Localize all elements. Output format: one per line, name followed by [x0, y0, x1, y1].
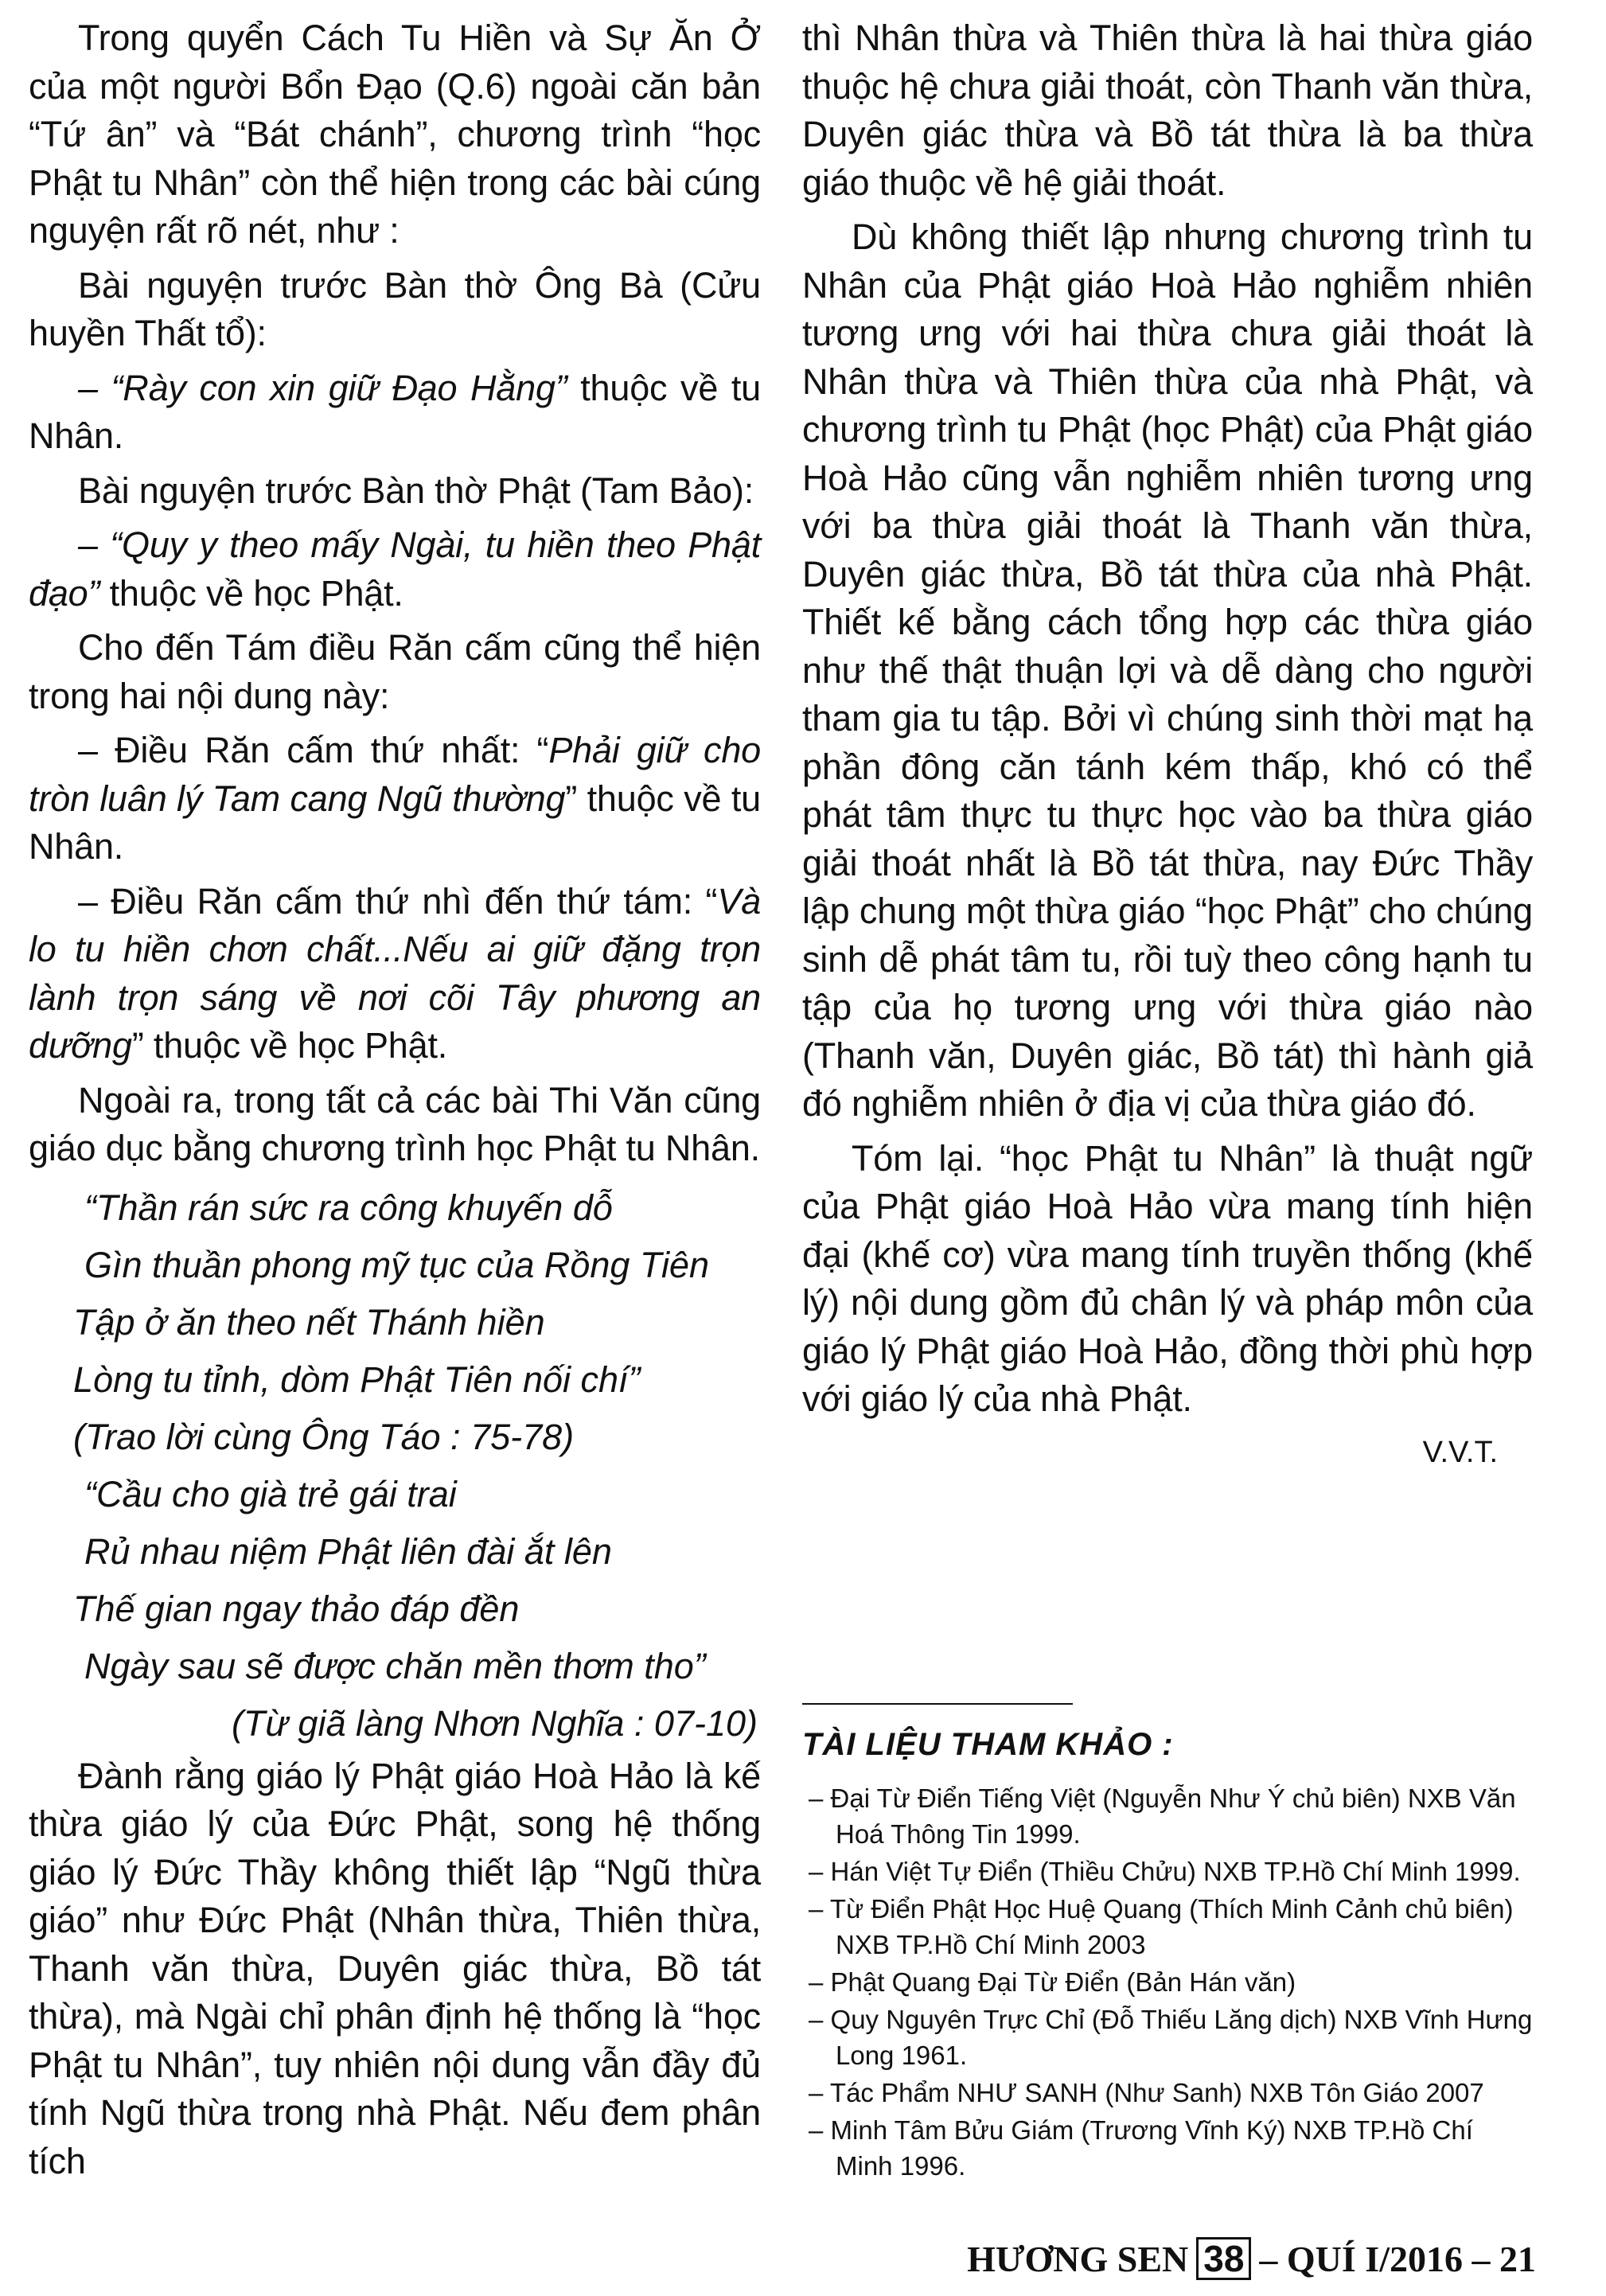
verse-block [29, 1179, 761, 1752]
quote-note: thuộc về tu Nhân. [29, 367, 761, 456]
author-signature: V.V.T. [1422, 1435, 1498, 1469]
quote-note: ” thuộc về học Phật. [131, 1025, 448, 1066]
reference-item: – Từ Điển Phật Học Huệ Quang (Thích Minh Cảnh chủ biên) NXB TP.Hồ Chí Minh 2003 [809, 1894, 1514, 1959]
references-section [802, 1703, 1533, 2185]
reference-item: – Đại Từ Điển Tiếng Việt (Nguyễn Như Ý chủ biên) NXB Văn Hoá Thông Tin 1999. [809, 1783, 1516, 1849]
paragraph-five-vehicles: Đành rằng giáo lý Phật giáo Hoà Hảo là kế thừa giáo lý của Đức Phật, song hệ thống giáo lý Đức Thầy không thiết lập “Ngũ thừa giáo” như Đức Phật (Nhân thừa, Thiên thừa, Thanh văn thừa, Duyên giác thừa, Bồ tát thừa), mà Ngài chỉ phân định hệ thống là “học Phật tu Nhân”, tuy nhiên nội dung vẫn đầy đủ tính Ngũ thừa trong nhà Phật. Nếu đem phân tích [29, 1755, 761, 2181]
verse-line: Thế gian ngay thảo đáp đền [73, 1588, 520, 1629]
precept-label: – Điều Răn cấm thứ nhất: “ [78, 730, 549, 770]
magazine-name: HƯƠNG SEN [967, 2238, 1189, 2279]
verse-line: “Thần rán sức ra công khuyến dỗ [84, 1187, 613, 1228]
verse-line: Tập ở ăn theo nết Thánh hiền [73, 1301, 545, 1343]
quote-text: Phải giữ cho tròn luân lý Tam cang Ngũ thường [29, 730, 761, 819]
issue-label: – QUÍ I/2016 – 21 [1259, 2238, 1536, 2279]
quote-text: Và lo tu hiền chơn chất...Nếu ai giữ đặng trọn lành trọn sáng về nơi cõi Tây phương an dưỡng [29, 880, 761, 1066]
quote-note: thuộc về học Phật. [99, 572, 403, 614]
reference-item: – Minh Tâm Bửu Giám (Trương Vĩnh Ký) NXB TP.Hồ Chí Minh 1996. [809, 2115, 1473, 2181]
verse-line: Gìn thuần phong mỹ tục của Rồng Tiên [84, 1244, 710, 1285]
paragraph-precept-first [29, 727, 761, 871]
references-title: TÀI LIỆU THAM KHẢO : [802, 1727, 1174, 1762]
right-column [802, 14, 1533, 1475]
quote-note: ” thuộc về tu Nhân. [29, 778, 761, 867]
paragraph-ancestor-quote [29, 364, 761, 461]
page-footer [967, 2235, 1536, 2282]
reference-item: – Quy Nguyên Trực Chỉ (Đỗ Thiếu Lăng dịch) NXB Vĩnh Hưng Long 1961. [809, 2005, 1533, 2070]
precept-label: – Điều Răn cấm thứ nhì đến thứ tám: “ [78, 880, 718, 922]
paragraph-eight-precepts: Cho đến Tám điều Răn cấm cũng thể hiện trong hai nội dung này: [29, 627, 761, 716]
verse-line: Rủ nhau niệm Phật liên đài ắt lên [84, 1530, 612, 1572]
verse-citation: (Trao lời cùng Ông Táo : 75-78) [73, 1416, 575, 1457]
left-column [29, 14, 761, 2192]
verse-line: Lòng tu tỉnh, dòm Phật Tiên nối chí” [73, 1358, 641, 1400]
paragraph-ancestor-prayer: Bài nguyện trước Bàn thờ Ông Bà (Cửu huyền Thất tổ): [29, 264, 761, 353]
verse-citation: (Từ giã làng Nhơn Nghĩa : 07-10) [231, 1702, 758, 1744]
reference-item: – Phật Quang Đại Từ Điển (Bản Hán văn) [809, 1967, 1296, 1997]
paragraph-correspondence: Dù không thiết lập nhưng chương trình tu Nhân của Phật giáo Hoà Hảo nghiễm nhiên tương ưng với hai thừa chưa giải thoát là Nhân thừa và Thiên thừa của nhà Phật, và chương trình tu Phật (học Phật) của Phật giáo Hoà Hảo cũng vẫn nghiễm nhiên tương ưng với ba thừa giải thoát là Thanh văn thừa, Duyên giác thừa, Bồ tát thừa của nhà Phật. Thiết kế bằng cách tổng hợp các thừa giáo như thế thật thuận lợi và dễ dàng cho người tham gia tu tập. Bởi vì chúng sinh thời mạt hạ phần đông căn tánh kém thấp, khó có thể phát tâm thực tu thực học vào ba thừa giáo giải thoát nhất là Bồ tát thừa, nay Đức Thầy lập chung một thừa giáo “học Phật” cho chúng sinh dễ phát tâm tu, rồi tuỳ theo công hạnh tu tập của họ tương ưng với thừa giáo nào (Thanh văn, Duyên giác, Bồ tát) thì hành giả đó nghiễm nhiên ở địa vị của thừa giáo đó. [802, 216, 1533, 1124]
page-number-box: 38 [1196, 2237, 1251, 2280]
paragraph-conclusion: Tóm lại. “học Phật tu Nhân” là thuật ngữ của Phật giáo Hoà Hảo vừa mang tính hiện đại (khế cơ) vừa mang tính truyền thống (khế lý) nội dung gồm đủ chân lý và pháp môn của giáo lý Phật giáo Hoà Hảo, đồng thời phù hợp với giáo lý của nhà Phật. [802, 1137, 1533, 1419]
quote-text: – “Rày con xin giữ Đạo Hằng” [78, 367, 567, 408]
paragraph-intro: Trong quyển Cách Tu Hiền và Sự Ăn Ở của một người Bổn Đạo (Q.6) ngoài căn bản “Tứ ân” và “Bát chánh”, chương trình “học Phật tu Nhân” còn thể hiện trong các bài cúng nguyện rất rõ nét, như : [29, 18, 761, 251]
quote-text: – “Quy y theo mấy Ngài, tu hiền theo Phật đạo” [29, 524, 761, 614]
paragraph-continuation: thì Nhân thừa và Thiên thừa là hai thừa giáo thuộc hệ chưa giải thoát, còn Thanh văn thừa, Duyên giác thừa và Bồ tát thừa là ba thừa giáo thuộc về hệ giải thoát. [802, 18, 1533, 203]
paragraph-precept-others [29, 878, 761, 1070]
paragraph-poetry-intro: Ngoài ra, trong tất cả các bài Thi Văn cũng giáo dục bằng chương trình học Phật tu Nhân. [29, 1079, 761, 1168]
reference-item: – Tác Phẩm NHƯ SANH (Như Sanh) NXB Tôn Giáo 2007 [809, 2078, 1484, 2107]
verse-line: “Cầu cho già trẻ gái trai [84, 1473, 457, 1514]
paragraph-buddha-quote [29, 521, 761, 618]
paragraph-buddha-prayer: Bài nguyện trước Bàn thờ Phật (Tam Bảo): [78, 470, 754, 511]
references-divider [802, 1703, 1073, 1705]
reference-item: – Hán Việt Tự Điển (Thiều Chửu) NXB TP.Hồ Chí Minh 1999. [809, 1857, 1521, 1886]
verse-line: Ngày sau sẽ được chăn mền thơm tho” [84, 1645, 706, 1686]
